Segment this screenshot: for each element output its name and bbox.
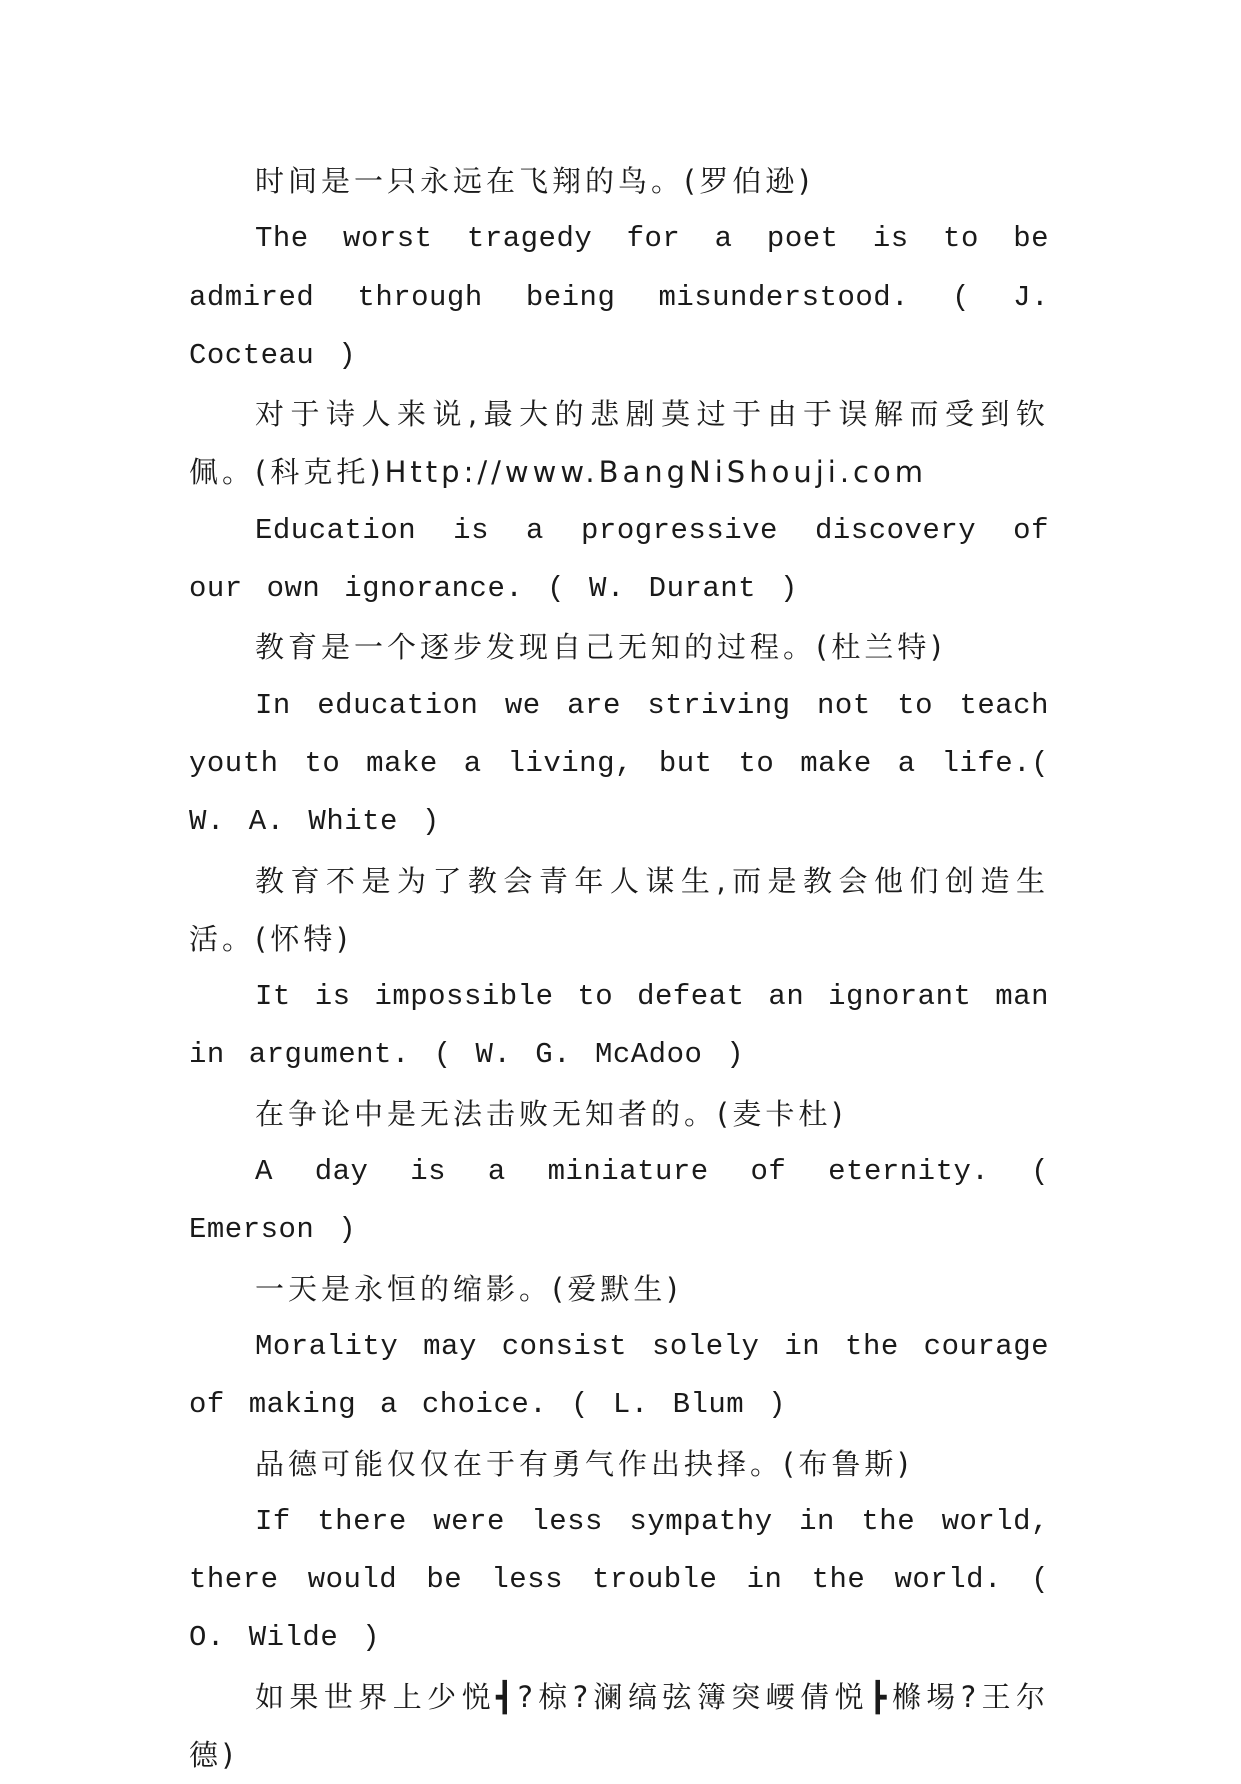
document-page — [189, 152, 1049, 1784]
quote-translation-emerson: 一天是永恒的缩影。(爱默生) — [255, 1271, 682, 1306]
quote-blum: Morality may consist solely in the courage of making a choice. ( L. Blum ) — [189, 1329, 1049, 1422]
quote-translation-durant: 教育是一个逐步发现自己无知的过程。(杜兰特) — [255, 630, 946, 665]
quote-wilde: If there were less sympathy in the world, there would be less trouble in the world. ( O. Wilde ) — [189, 1504, 1049, 1655]
quote-translation-cocteau: 对于诗人来说,最大的悲剧莫过于由于误解而受到钦佩。(科克托)Http://www.BangNiShouji.com — [189, 397, 1049, 490]
quote-translation-wilde: 如果世界上少悦┫?椋?澜缟弦簿突崾倩悦┣樤埸?王尔德) — [189, 1679, 1049, 1773]
quote-mcadoo: It is impossible to defeat an ignorant man in argument. ( W. G. McAdoo ) — [189, 980, 1049, 1072]
quote-durant: Education is a progressive discovery of our own ignorance. ( W. Durant ) — [189, 513, 1049, 606]
quote-white: In education we are striving not to teach youth to make a living, but to make a life.( W. A. White ) — [189, 688, 1049, 839]
quote-cocteau: The worst tragedy for a poet is to be admired through being misunderstood. ( J. Cocteau ) — [189, 222, 1049, 372]
quote-translation-mcadoo: 在争论中是无法击败无知者的。(麦卡杜) — [255, 1096, 847, 1131]
quote-translation-white: 教育不是为了教会青年人谋生,而是教会他们创造生活。(怀特) — [189, 863, 1049, 956]
quote-emerson: A day is a miniature of eternity. ( Emerson ) — [189, 1155, 1049, 1247]
quote-translation-time-bird: 时间是一只永远在飞翔的鸟。(罗伯逊) — [255, 164, 814, 198]
quote-translation-blum: 品德可能仅仅在于有勇气作出抉择。(布鲁斯) — [255, 1446, 913, 1481]
